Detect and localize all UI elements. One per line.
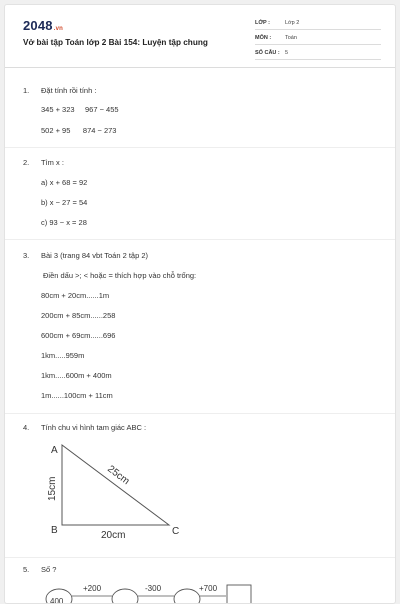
meta-count-label: SỐ CÂU :	[255, 50, 280, 56]
meta-question-count	[255, 47, 381, 60]
side-ac-label: 25cm	[105, 463, 132, 488]
question-divider	[5, 413, 396, 414]
meta-subject	[255, 32, 381, 45]
question-number: 3.	[23, 251, 30, 260]
logo-text: 2048	[23, 18, 53, 33]
side-ab-label: 15cm	[47, 476, 58, 501]
question-divider	[5, 557, 396, 558]
vertex-c-label: C	[172, 526, 180, 537]
vertex-a-label: A	[51, 445, 58, 456]
vertex-b-label: B	[51, 525, 58, 536]
question-prompt: Bài 3 (trang 84 vbt Toán 2 tập 2)	[41, 251, 149, 260]
question-prompt: Tìm x :	[41, 158, 64, 167]
worksheet-title: Vở bài tập Toán lớp 2 Bài 154: Luyện tập chung	[23, 38, 208, 47]
chain-blank-circle-2	[174, 589, 200, 604]
meta-grade-label: LỚP :	[255, 20, 270, 26]
meta-subject-label: MÔN :	[255, 35, 272, 41]
chain-op-1: +200	[83, 584, 102, 593]
exercise-line: 1m......100cm + 11cm	[41, 391, 113, 400]
site-logo[interactable]	[23, 18, 63, 33]
exercise-line: 345 + 323 967 − 455	[41, 105, 119, 114]
question-number: 1.	[23, 86, 30, 95]
meta-count-value: 5	[285, 50, 289, 56]
side-bc-label: 20cm	[101, 530, 126, 541]
worksheet-page	[4, 4, 396, 604]
meta-subject-value: Toán	[285, 35, 297, 41]
question-number: 2.	[23, 158, 30, 167]
meta-grade	[255, 17, 381, 30]
chain-op-2: -300	[145, 584, 162, 593]
exercise-line: 600cm + 69cm......696	[41, 331, 116, 340]
exercise-line: c) 93 − x = 28	[41, 218, 87, 227]
exercise-line: 80cm + 20cm......1m	[41, 291, 110, 300]
triangle-abc-shape	[62, 445, 169, 525]
chain-blank-circle-1	[112, 589, 138, 604]
header-divider	[5, 67, 396, 68]
question-divider	[5, 239, 396, 240]
question-prompt: Đặt tính rồi tính :	[41, 86, 97, 95]
chain-start-value: 400	[50, 597, 64, 604]
chain-blank-box	[227, 585, 251, 604]
exercise-line: 200cm + 85cm......258	[41, 311, 116, 320]
number-chain-diagram	[41, 579, 261, 604]
question-divider	[5, 147, 396, 148]
chain-op-3: +700	[199, 584, 218, 593]
exercise-line: b) x − 27 = 54	[41, 198, 88, 207]
exercise-line: 1km.....959m	[41, 351, 85, 360]
meta-grade-value: Lớp 2	[285, 20, 300, 26]
question-prompt: Số ?	[41, 565, 57, 574]
worksheet-header	[5, 5, 396, 67]
question-number: 5.	[23, 565, 30, 574]
question-prompt: Tính chu vi hình tam giác ABC :	[41, 423, 147, 432]
question-instruction: Điền dấu >; < hoặc = thích hợp vào chỗ trống:	[43, 271, 197, 280]
exercise-line: 1km.....600m + 400m	[41, 371, 112, 380]
exercise-line: a) x + 68 = 92	[41, 178, 88, 187]
exercise-line: 502 + 95 874 − 273	[41, 126, 117, 135]
question-number: 4.	[23, 423, 30, 432]
logo-suffix: .vn	[53, 26, 64, 32]
triangle-diagram	[35, 437, 195, 547]
